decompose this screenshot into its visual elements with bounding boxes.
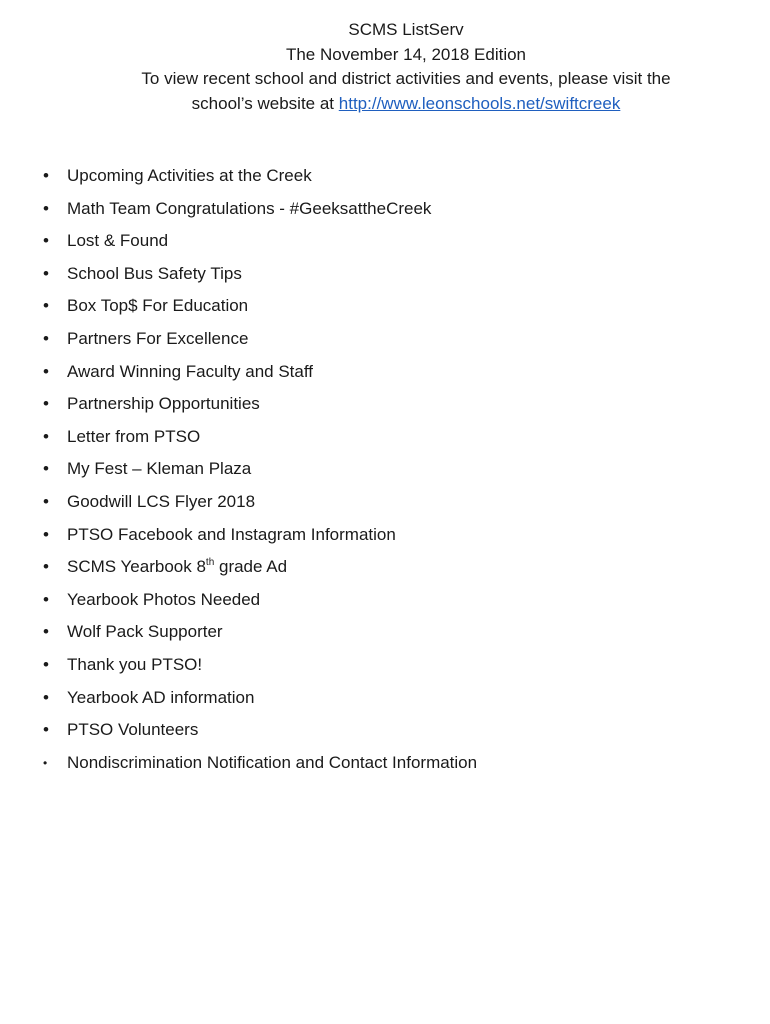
list-item [0,326,477,359]
list-item-text: Wolf Pack Supporter [67,622,223,642]
bullet-icon: • [43,687,49,707]
list-item-text: PTSO Facebook and Instagram Information [67,524,396,544]
list-item [0,228,477,261]
list-item-text: Goodwill LCS Flyer 2018 [67,491,256,511]
list-item-text: Math Team Congratulations - #GeeksattheCreek [67,198,432,218]
edition-date: The November 14, 2018 Edition [285,44,527,64]
bullet-icon: • [43,459,49,479]
bullet-icon: • [43,263,49,283]
bullet-icon: • [43,589,49,609]
bullet-icon: • [43,755,48,770]
bullet-icon: • [43,166,49,185]
list-item-text: Nondiscrimination Notification and Contact Information [67,752,478,772]
list-item-text-rest: grade Ad [214,557,288,577]
bullet-icon: • [43,231,49,251]
bullet-icon: • [43,524,49,544]
list-item [0,196,477,229]
list-item-text: Partners For Excellence [67,328,249,348]
contents-list [0,163,477,782]
list-item-text: Upcoming Activities at the Creek [67,166,312,185]
list-item-text: Partnership Opportunities [67,394,260,414]
bullet-icon: • [43,296,49,316]
list-item [0,391,477,424]
website-line [0,92,770,117]
bullet-icon: • [43,361,49,381]
list-item-text: Lost & Found [67,231,169,251]
bullet-icon: • [43,328,49,348]
list-item [0,750,477,783]
bullet-icon: • [43,394,49,414]
list-item-text-main: SCMS Yearbook 8 [67,557,206,577]
intro-text: To view recent school and district activities and events, please visit the [141,69,671,88]
list-item-text: School Bus Safety Tips [67,263,242,283]
bullet-icon: • [43,426,49,446]
list-item [0,685,477,718]
list-item [0,261,477,294]
list-item [0,489,477,522]
bullet-icon: • [43,622,49,642]
list-item-text: PTSO Volunteers [67,720,199,740]
list-item [0,163,477,196]
list-item [0,652,477,685]
list-item [0,619,477,652]
ordinal-suffix: th [205,557,215,569]
list-item-text: Award Winning Faculty and Staff [67,361,314,381]
newsletter-title: SCMS ListServ [348,20,464,39]
bullet-icon: • [43,198,49,218]
bullet-icon: • [43,491,49,511]
list-item-text: Yearbook Photos Needed [67,589,261,609]
list-item [0,522,477,555]
list-item-text [67,557,287,576]
list-item-text: My Fest – Kleman Plaza [67,459,252,479]
list-item-text: Thank you PTSO! [67,654,203,674]
bullet-icon: • [43,720,49,740]
newsletter-header [0,18,770,116]
bullet-icon: • [43,654,49,674]
list-item [0,424,477,457]
list-item-text: Box Top$ For Education [67,296,249,316]
website-prefix: school’s website at [191,93,339,113]
list-item-text: Yearbook AD information [67,687,255,707]
list-item [0,587,477,620]
list-item-text: Letter from PTSO [67,426,201,446]
list-item [0,359,477,392]
list-item [0,456,477,489]
list-item [0,554,477,587]
list-item [0,293,477,326]
list-item [0,717,477,750]
bullet-icon: • [43,557,49,577]
website-link[interactable]: http://www.leonschools.net/swiftcreek [338,93,621,113]
